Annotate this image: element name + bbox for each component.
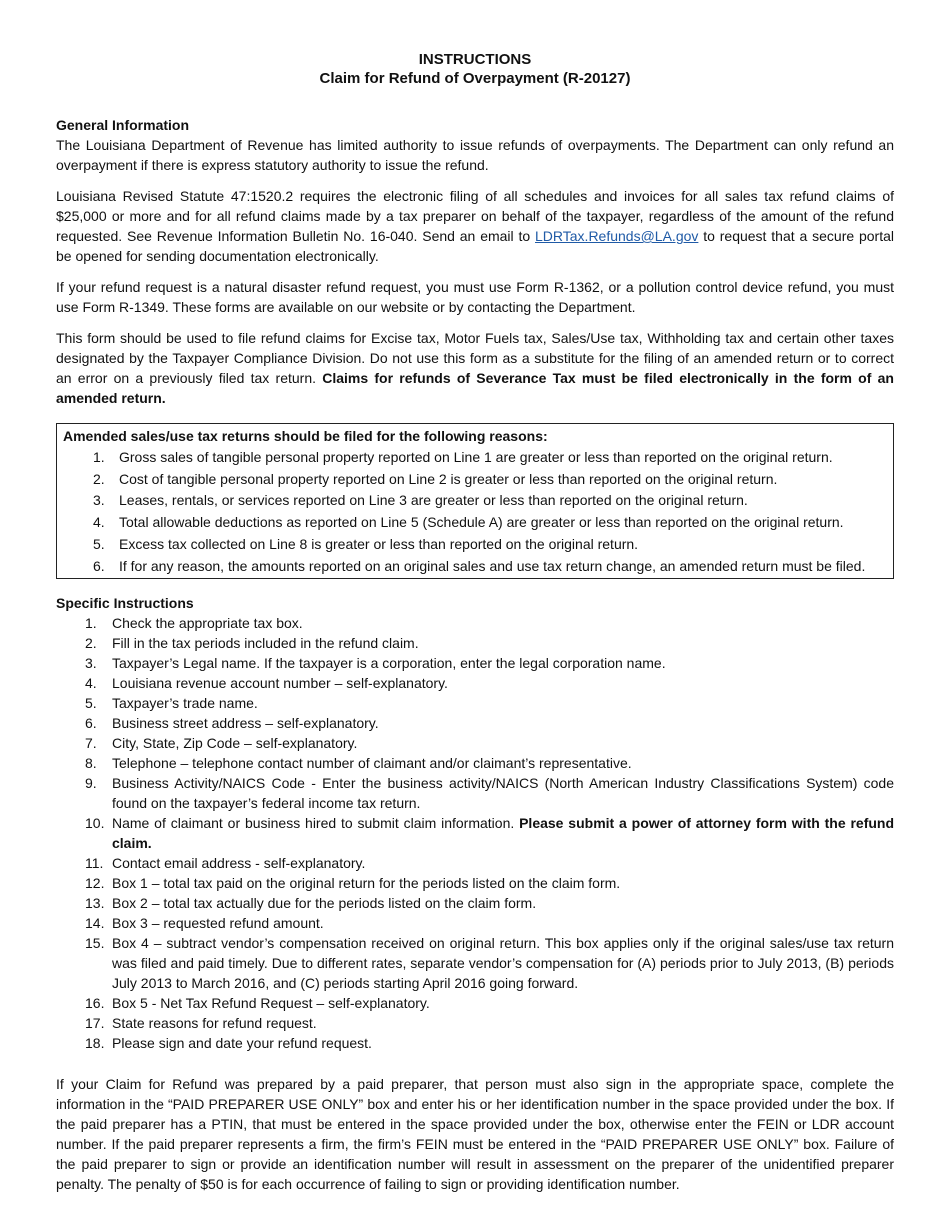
amended-reason-text: Leases, rentals, or services reported on Line 3 are greater or less than reported on the original return. xyxy=(119,492,748,509)
specific-instruction-item xyxy=(56,673,894,693)
specific-instruction-item xyxy=(56,933,894,993)
severance-tax-notice: Claims for refunds of Severance Tax must be filed electronically in the form of an amended return. xyxy=(56,370,894,406)
specific-instruction-item xyxy=(56,613,894,633)
amended-reason-number-text: 6. xyxy=(93,557,105,574)
amended-reason-number xyxy=(63,469,119,491)
specific-instruction-body: Box 2 – total tax actually due for the periods listed on the claim form. xyxy=(112,895,537,912)
specific-instruction-number: 3. xyxy=(85,655,97,672)
general-paragraph-2-text-a: Louisiana Revised Statute 47:1520.2 requires the electronic filing of all schedules and invoices for all sales tax refund claims of $25,000 or more and for all refund claims made by a tax preparer on behalf of the taxpayer, regardless of the amount of the refund requested. See Revenue Information Bulletin No. 16-040. Send an email to xyxy=(56,188,894,244)
specific-instruction-item xyxy=(56,1013,894,1033)
specific-instruction-body: Please sign and date your refund request. xyxy=(112,1035,372,1052)
specific-instruction-number: 12. xyxy=(85,875,105,892)
amended-returns-box xyxy=(56,423,894,579)
specific-instruction-body: Box 1 – total tax paid on the original return for the periods listed on the claim form. xyxy=(112,875,621,892)
specific-instruction-text xyxy=(112,933,894,993)
specific-instruction-item xyxy=(56,733,894,753)
specific-instruction-item xyxy=(56,653,894,673)
specific-instruction-body: Box 3 – requested refund amount. xyxy=(112,915,324,932)
specific-instruction-body: Business Activity/NAICS Code - Enter the business activity/NAICS (North American Industry Classifications System) code found on the taxpayer’s federal income tax return. xyxy=(112,775,894,812)
amended-reason-item xyxy=(63,490,887,512)
amended-reason-text: Cost of tangible personal property reported on Line 2 is greater or less than reported on the original return. xyxy=(119,470,778,487)
specific-instruction-body: Check the appropriate tax box. xyxy=(112,615,303,632)
specific-instruction-text xyxy=(112,913,894,933)
specific-instruction-body: Business street address – self-explanatory. xyxy=(112,715,379,732)
specific-instruction-text xyxy=(112,773,894,813)
specific-instruction-item xyxy=(56,853,894,873)
specific-instruction-text xyxy=(112,613,894,633)
general-paragraph-1: The Louisiana Department of Revenue has limited authority to issue refunds of overpayments. The Department can only refund an overpayment if there is express statutory authority to issue the refund. xyxy=(56,137,894,173)
specific-instruction-number: 7. xyxy=(85,735,97,752)
specific-instruction-body: City, State, Zip Code – self-explanatory. xyxy=(112,735,358,752)
specific-instruction-number: 10. xyxy=(85,815,105,832)
specific-instruction-item xyxy=(56,753,894,773)
specific-instruction-number: 17. xyxy=(85,1015,105,1032)
specific-instruction-item xyxy=(56,1033,894,1053)
specific-instruction-item xyxy=(56,713,894,733)
specific-instructions-heading: Specific Instructions xyxy=(56,595,194,612)
specific-instruction-text xyxy=(112,893,894,913)
specific-instruction-text xyxy=(112,1033,894,1053)
specific-instruction-body: Louisiana revenue account number – self-explanatory. xyxy=(112,675,448,692)
specific-instruction-item xyxy=(56,893,894,913)
specific-instruction-text xyxy=(112,813,894,853)
specific-instruction-item xyxy=(56,913,894,933)
specific-instruction-item xyxy=(56,993,894,1013)
general-paragraph-2 xyxy=(56,186,894,266)
specific-instruction-emphasis: Please submit a power of attorney form with the refund claim. xyxy=(112,815,895,852)
amended-reason-text: Total allowable deductions as reported on Line 5 (Schedule A) are greater or less than reported on the original return. xyxy=(119,514,844,531)
specific-instruction-number: 15. xyxy=(85,935,105,952)
amended-reason-item xyxy=(63,534,887,556)
amended-reason-number xyxy=(63,512,119,534)
specific-instruction-body: Box 4 – subtract vendor’s compensation received on original return. This box applies only if the original sales/use tax return was filed and paid timely. Due to different rates, separate vendor’s compensation for (A) periods prior to July 2013, (B) periods July 2013 to March 2016, and (C) periods starting April 2016 going forward. xyxy=(112,935,894,992)
general-paragraph-4-text: This form should be used to file refund claims for Excise tax, Motor Fuels tax, Sales/Use tax, Withholding tax and certain other taxes designated by the Taxpayer Compliance Division. Do not use this form as a substitute for the filing of an amended return or to correct an error on a previously filed tax return. xyxy=(56,330,894,386)
amended-reason-text: Gross sales of tangible personal property reported on Line 1 are greater or less than reported on the original return. xyxy=(119,449,833,465)
specific-instruction-item xyxy=(56,773,894,813)
specific-instruction-body: Fill in the tax periods included in the refund claim. xyxy=(112,635,419,652)
amended-reason-number-text: 2. xyxy=(93,470,105,487)
specific-instruction-number: 16. xyxy=(85,995,105,1012)
general-paragraph-2-text-b: to request that a secure portal be opened for sending documentation electronically. xyxy=(56,228,895,264)
amended-reason-number-text: 5. xyxy=(93,535,105,552)
document-title xyxy=(56,50,894,88)
specific-instruction-number: 2. xyxy=(85,635,97,652)
specific-instruction-number: 6. xyxy=(85,715,97,732)
specific-instruction-text xyxy=(112,673,894,693)
general-information-heading: General Information xyxy=(56,117,190,133)
specific-instruction-item xyxy=(56,813,894,853)
specific-instruction-text xyxy=(112,633,894,653)
specific-instruction-number: 8. xyxy=(85,755,97,772)
specific-instruction-text xyxy=(112,1013,894,1033)
specific-instructions-list xyxy=(56,613,894,1053)
paid-preparer-paragraph: If your Claim for Refund was prepared by a paid preparer, that person must also sign in the appropriate space, complete the information in the “PAID PREPARER USE ONLY” box and enter his or her identification number in the space provided under the box. If the paid preparer has a PTIN, that must be entered in the space provided under the box, otherwise enter the FEIN or LDR account number. If the paid preparer represents a firm, the firm’s FEIN must be entered in the “PAID PREPARER USE ONLY” box. Failure of the paid preparer to sign or provide an identification number will result in assessment on the preparer of the unidentified preparer penalty. The penalty of $50 is for each occurrence of failing to sign or providing identification number. xyxy=(56,1076,894,1193)
specific-instruction-number: 13. xyxy=(85,895,105,912)
specific-instruction-number: 11. xyxy=(85,855,104,872)
amended-reason-item xyxy=(63,556,887,578)
specific-instruction-body: Taxpayer’s trade name. xyxy=(112,695,258,712)
general-paragraph-3: If your refund request is a natural disaster refund request, you must use Form R-1362, or a pollution control device refund, you must use Form R-1349. These forms are available on our website or by contacting the Department. xyxy=(56,279,894,315)
amended-returns-heading: Amended sales/use tax returns should be filed for the following reasons: xyxy=(63,428,548,444)
specific-instruction-number: 18. xyxy=(85,1035,105,1052)
specific-instruction-text xyxy=(112,653,894,673)
amended-reason-number xyxy=(63,490,119,512)
amended-reason-item xyxy=(63,469,887,491)
specific-instruction-text xyxy=(112,873,894,893)
specific-instruction-number: 9. xyxy=(85,775,97,792)
specific-instruction-text xyxy=(112,733,894,753)
title-line-2: Claim for Refund of Overpayment (R-20127) xyxy=(319,70,631,87)
specific-instruction-item xyxy=(56,693,894,713)
specific-instruction-text xyxy=(112,853,894,873)
specific-instruction-text xyxy=(112,693,894,713)
specific-instruction-text xyxy=(112,753,894,773)
general-paragraph-4 xyxy=(56,328,894,408)
amended-reason-number xyxy=(63,447,119,469)
specific-instruction-number: 4. xyxy=(85,675,97,692)
amended-reason-text: If for any reason, the amounts reported on an original sales and use tax return change, an amended return must be filed. xyxy=(119,557,866,574)
specific-instruction-number: 1. xyxy=(85,615,97,632)
specific-instruction-body: Taxpayer’s Legal name. If the taxpayer is a corporation, enter the legal corporation name. xyxy=(112,655,666,672)
amended-reason-item xyxy=(63,447,887,469)
specific-instruction-body: Name of claimant or business hired to submit claim information. xyxy=(112,815,520,832)
specific-instruction-text xyxy=(112,993,894,1013)
title-line-1: INSTRUCTIONS xyxy=(418,51,532,68)
specific-instruction-body: Telephone – telephone contact number of claimant and/or claimant’s representative. xyxy=(112,755,632,772)
specific-instruction-item xyxy=(56,873,894,893)
specific-instruction-item xyxy=(56,633,894,653)
specific-instruction-number: 5. xyxy=(85,695,97,712)
document-content xyxy=(56,50,894,1194)
specific-instruction-body: Box 5 - Net Tax Refund Request – self-explanatory. xyxy=(112,995,430,1012)
specific-instruction-body: State reasons for refund request. xyxy=(112,1015,317,1032)
specific-instruction-number: 14. xyxy=(85,915,105,932)
amended-reason-number-text: 4. xyxy=(93,514,105,531)
amended-reason-number-text: 1. xyxy=(93,449,105,465)
amended-reason-item xyxy=(63,512,887,534)
specific-instruction-text xyxy=(112,713,894,733)
specific-instruction-body: Contact email address - self-explanatory. xyxy=(112,855,366,872)
amended-reason-number xyxy=(63,556,119,578)
amended-reason-number xyxy=(63,534,119,556)
refunds-email-link[interactable]: LDRTax.Refunds@LA.gov xyxy=(535,228,699,244)
amended-reason-text: Excess tax collected on Line 8 is greater or less than reported on the original return. xyxy=(119,535,639,552)
amended-reasons-list xyxy=(63,447,887,577)
amended-reason-number-text: 3. xyxy=(93,492,105,509)
